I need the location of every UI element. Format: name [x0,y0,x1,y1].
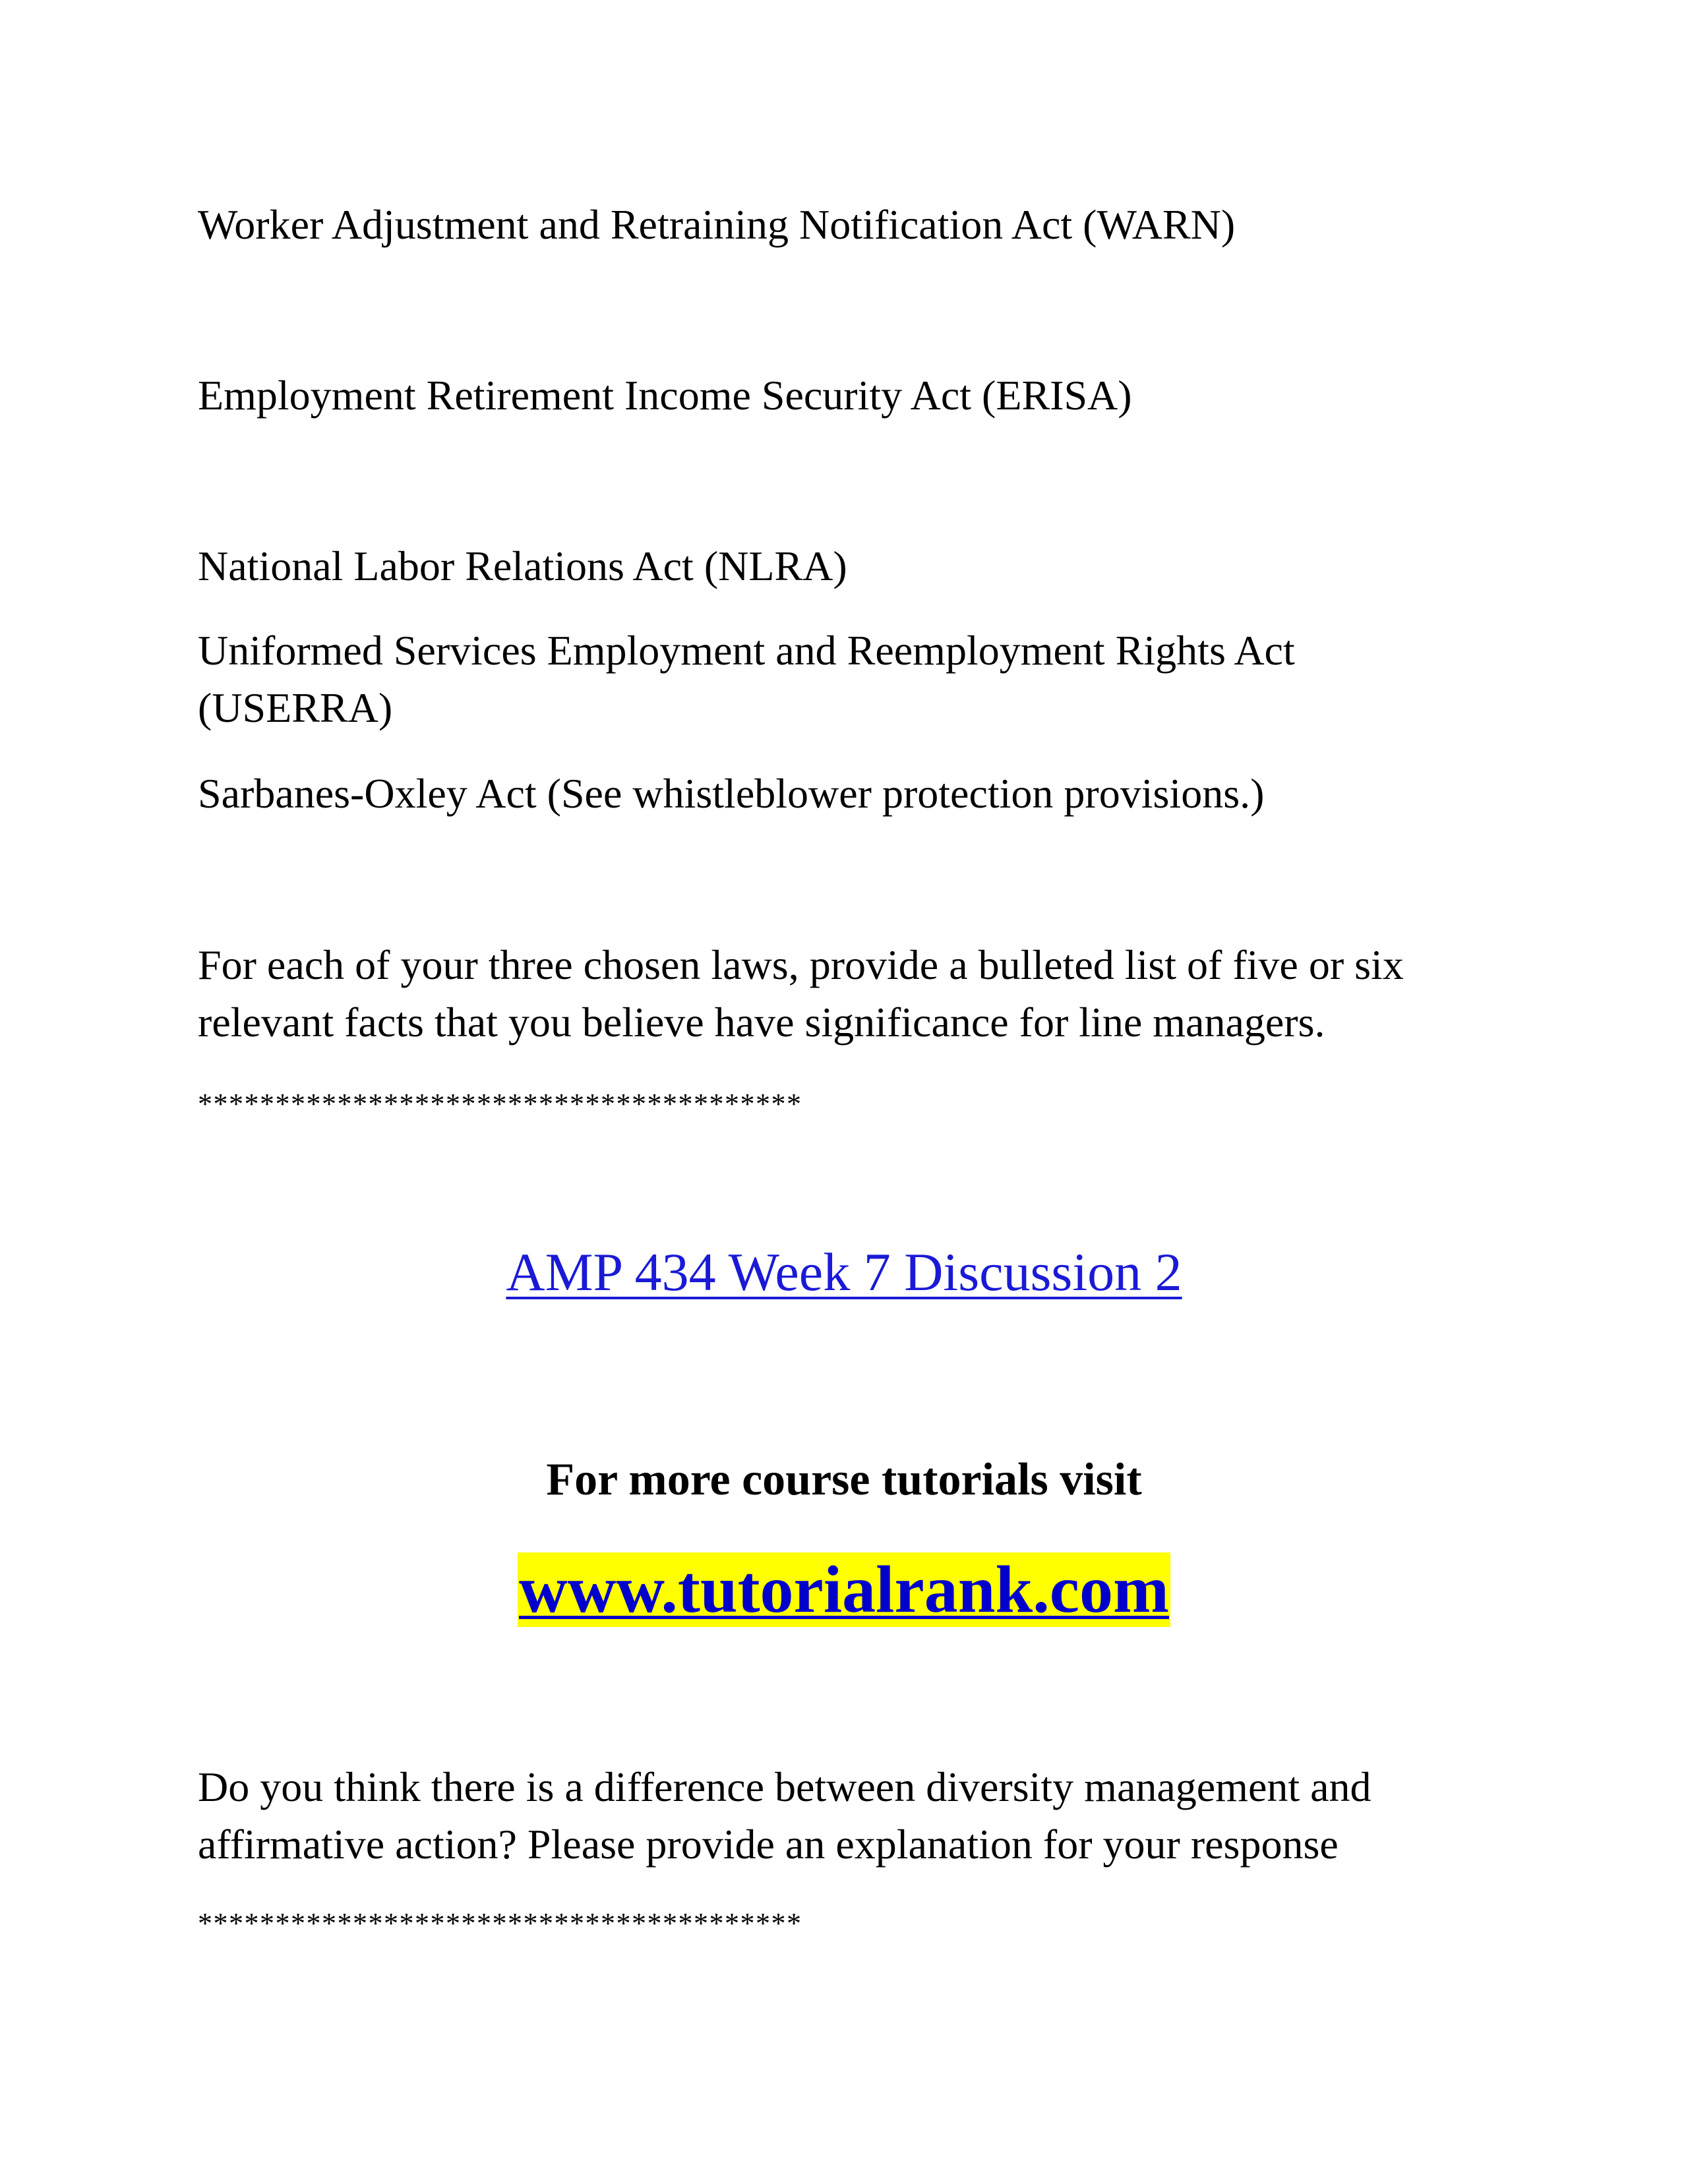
course-link-container [0,1239,1688,1305]
instruction-line1: For each of your three chosen laws, provide a bulleted list of five or six [198,941,1404,988]
course-link[interactable]: AMP 434 Week 7 Discussion 2 [506,1242,1182,1302]
law-userra-line2: (USERRA) [198,684,393,731]
question-line1: Do you think there is a difference between diversity management and [198,1763,1372,1810]
instruction-line2: relevant facts that you believe have significance for line managers. [198,999,1325,1046]
question-line2: affirmative action? Please provide an explanation for your response [198,1821,1339,1868]
separator-bottom: *************************************** [198,1907,802,1939]
law-warn: Worker Adjustment and Retraining Notification Act (WARN) [198,201,1236,248]
site-link[interactable]: www.tutorialrank.com [519,1552,1169,1627]
separator: *************************************** [198,1088,802,1120]
law-userra-line1: Uniformed Services Employment and Reemployment Rights Act [198,627,1295,674]
law-erisa: Employment Retirement Income Security Act (ERISA) [198,372,1132,419]
law-sarbanes-oxley: Sarbanes-Oxley Act (See whistleblower protection provisions.) [198,770,1265,817]
promo-heading: For more course tutorials visit [546,1454,1142,1505]
site-link-container [0,1551,1688,1629]
law-nlra: National Labor Relations Act (NLRA) [198,543,847,589]
